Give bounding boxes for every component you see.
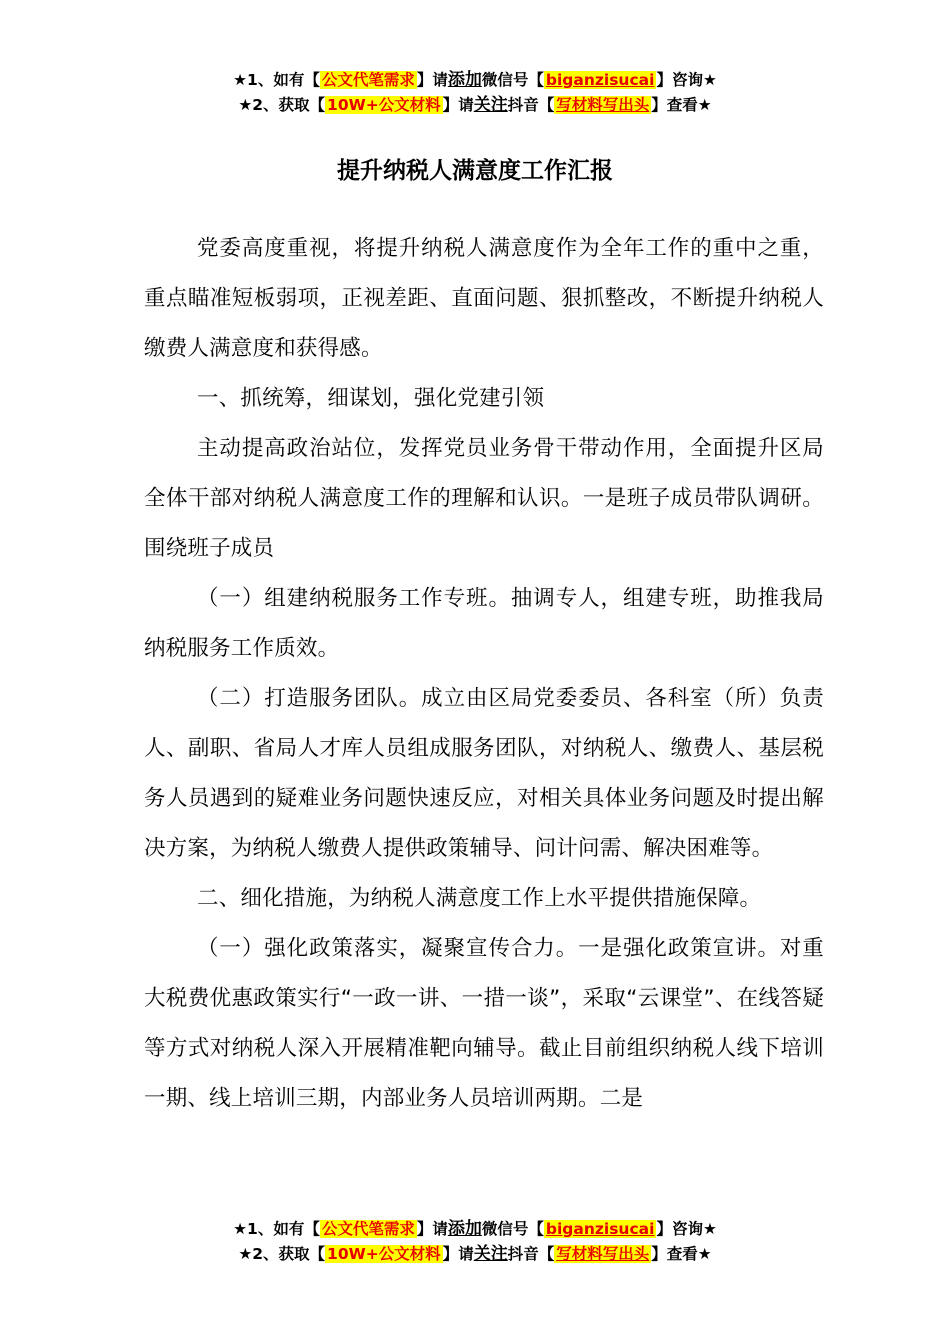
star-icon: ★ [238, 1245, 253, 1263]
highlight-materials: 10W+公文材料 [327, 1245, 441, 1263]
banner-line-2 [0, 93, 950, 118]
star-icon: ★ [238, 96, 253, 114]
paragraph: （一）强化政策落实，凝聚宣传合力。一是强化政策宣讲。对重大税费优惠政策实行“一政一讲、一措一谈”，采取“云课堂”、在线答疑等方式对纳税人深入开展精准靶向辅导。截止目前组织纳税人线下培训一期、线上培训三期，内部业务人员培训两期。二是 [144, 936, 824, 1111]
banner-emphasis: 关注 [473, 95, 508, 115]
douyin-account-link[interactable]: 写材料写出头 [556, 1245, 650, 1263]
banner-text: 】请 [442, 96, 474, 114]
banner-emphasis: 添加 [447, 70, 482, 90]
highlight-service: 公文代笔需求 [321, 71, 415, 89]
douyin-account-link[interactable]: 写材料写出头 [556, 96, 650, 114]
banner-text: 】查看 [651, 1245, 698, 1263]
banner-text: 1、如有【 [247, 1220, 320, 1238]
section-heading: 二、细化措施，为纳税人满意度工作上水平提供措施保障。 [197, 886, 762, 911]
document-body [144, 224, 824, 1124]
banner-text: 2、获取【 [252, 1245, 326, 1263]
banner-emphasis: 关注 [473, 1244, 508, 1264]
wechat-id-link[interactable]: biganzisucai [545, 1220, 655, 1238]
highlight-service: 公文代笔需求 [321, 1220, 415, 1238]
section-heading: 一、抓统筹，细谋划，强化党建引领 [197, 386, 545, 411]
banner-line-2 [0, 1242, 950, 1267]
banner-text: 】请 [442, 1245, 474, 1263]
star-icon: ★ [702, 1220, 717, 1238]
banner-text: 】查看 [651, 96, 698, 114]
document-title: 提升纳税人满意度工作汇报 [337, 158, 613, 184]
highlight-materials: 10W+公文材料 [327, 96, 441, 114]
banner-line-1 [0, 1217, 950, 1242]
banner-text: 微信号【 [481, 1220, 544, 1238]
banner-text: 2、获取【 [252, 96, 326, 114]
paragraph: （一）组建纳税服务工作专班。抽调专人，组建专班，助推我局纳税服务工作质效。 [144, 586, 824, 661]
paragraph: （二）打造服务团队。成立由区局党委委员、各科室（所）负责人、副职、省局人才库人员组成服务团队，对纳税人、缴费人、基层税务人员遇到的疑难业务问题快速反应，对相关具体业务问题及时提出解决方案，为纳税人缴费人提供政策辅导、问计问需、解决困难等。 [144, 686, 824, 861]
header-banner [0, 68, 950, 118]
banner-line-1 [0, 68, 950, 93]
banner-text: 】请 [416, 71, 448, 89]
star-icon: ★ [702, 71, 717, 89]
banner-text: 微信号【 [481, 71, 544, 89]
banner-text: 】咨询 [656, 1220, 703, 1238]
footer-banner [0, 1217, 950, 1267]
banner-text: 】请 [416, 1220, 448, 1238]
banner-text: 】咨询 [656, 71, 703, 89]
wechat-id-link[interactable]: biganzisucai [545, 71, 655, 89]
star-icon: ★ [697, 96, 712, 114]
banner-text: 抖音【 [507, 96, 555, 114]
banner-text: 1、如有【 [247, 71, 320, 89]
star-icon: ★ [233, 71, 248, 89]
star-icon: ★ [233, 1220, 248, 1238]
banner-emphasis: 添加 [447, 1219, 482, 1239]
paragraph: 主动提高政治站位，发挥党员业务骨干带动作用，全面提升区局全体干部对纳税人满意度工作的理解和认识。一是班子成员带队调研。围绕班子成员 [144, 436, 824, 561]
paragraph: 党委高度重视，将提升纳税人满意度作为全年工作的重中之重，重点瞄准短板弱项，正视差距、直面问题、狠抓整改，不断提升纳税人缴费人满意度和获得感。 [144, 236, 824, 361]
banner-text: 抖音【 [507, 1245, 555, 1263]
star-icon: ★ [697, 1245, 712, 1263]
